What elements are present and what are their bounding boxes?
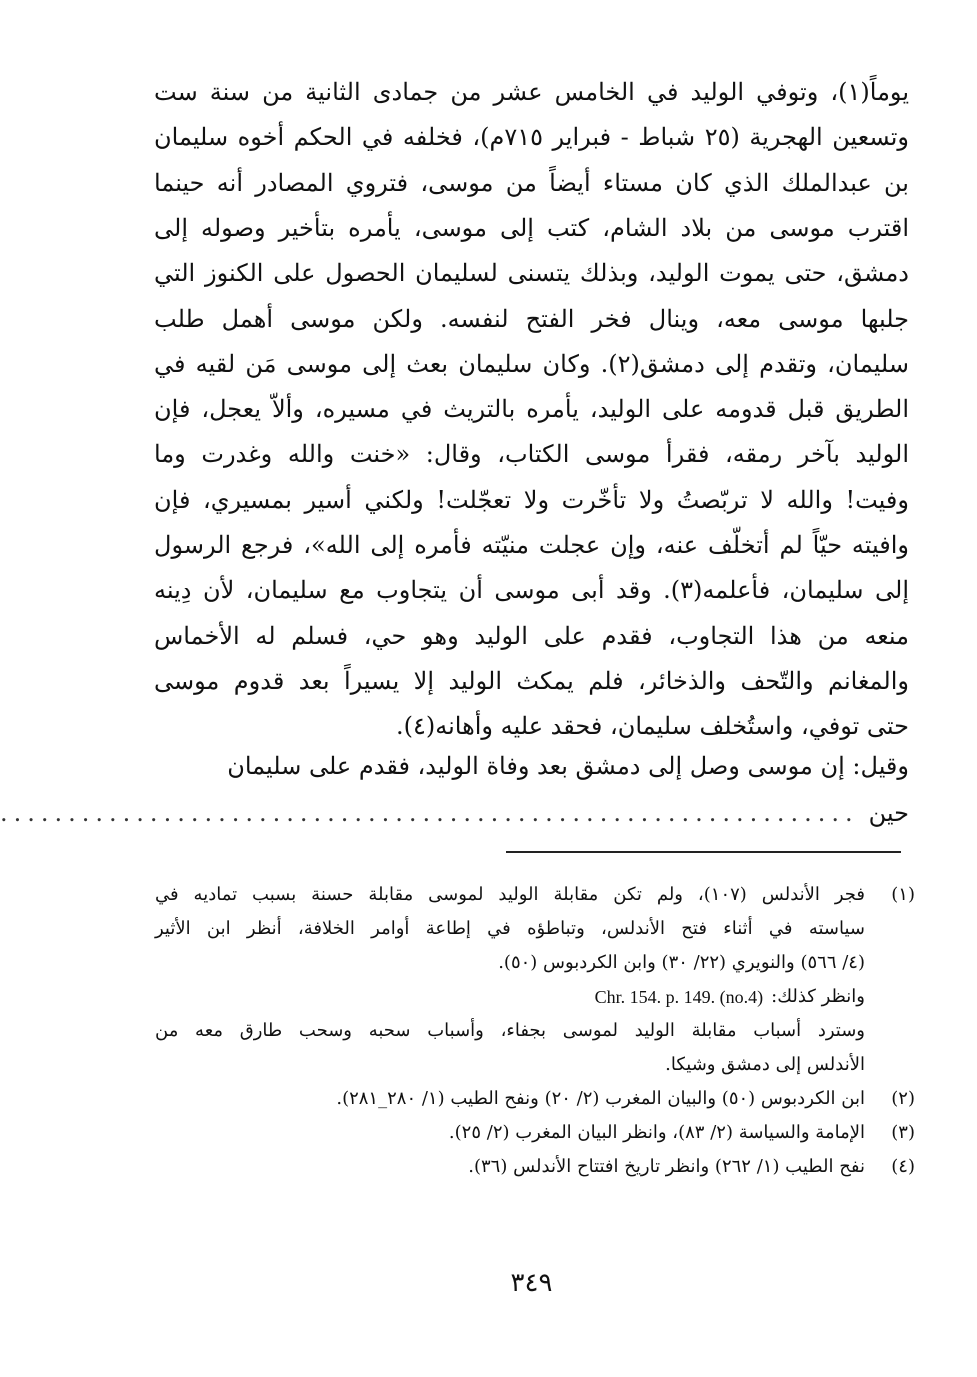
footnote-separator <box>506 851 901 853</box>
body-line <box>154 202 909 254</box>
body-line-text: وافيته حيّاً لم أتخلّف عنه، وإن عجلت منيّته فأمره إلى الله»، فرجع الرسول <box>154 531 909 559</box>
footnote-line <box>155 912 865 946</box>
footnote-line <box>155 1048 865 1082</box>
variant-line-1 <box>154 740 909 792</box>
footnote-line <box>155 946 865 980</box>
footnote-text: فجر الأندلس (١٠٧)، ولم تكن مقابلة الوليد لموسى مقابلة حسنة بسبب تماديه في <box>155 884 866 905</box>
footnote-3 <box>155 1116 915 1150</box>
footnote-text: نفح الطيب (١/ ٢٦٢) وانظر تاريخ افتتاح الأندلس (٣٦). <box>468 1156 865 1177</box>
body-line-text: جلبها موسى معه، وينال فخر الفتح لنفسه. ولكن موسى أهمل طلب <box>154 304 909 333</box>
body-line <box>154 519 909 571</box>
footnote-text: وسترد أسباب مقابلة الوليد لموسى بجفاء، وأسباب سحبه وسحب طارق معه من <box>155 1020 866 1041</box>
body-line <box>154 293 909 345</box>
body-line-text: منعه من هذا التجاوب، فقدم على الوليد وهو حي، فسلم له الأخماس <box>154 621 909 650</box>
body-line-text: وفيت! والله لا تربّصتُ ولا تأخّرت ولا تعجّلت! ولكني أسير بمسيري، فإن <box>154 485 909 514</box>
body-line-text: وتسعين الهجرية (٢٥ شباط - فبراير ٧١٥م)، فخلفه في الحكم أخوه سليمان <box>154 123 910 152</box>
body-line <box>154 111 909 163</box>
body-line <box>154 474 909 526</box>
body-line-text: اقترب موسى من بلاد الشام، كتب إلى موسى، يأمره بتأخير وصوله إلى <box>154 213 909 242</box>
page-number: ٣٤٩ <box>510 1268 553 1298</box>
footnote-line <box>155 878 865 912</box>
footnote-ref-label: وانظر كذلك: <box>771 986 865 1007</box>
variant-line-2 <box>0 788 909 838</box>
body-line <box>154 428 909 480</box>
footnote-2 <box>155 1082 915 1116</box>
body-line-text: والمغانم والتّحف والذخائر، فلم يمكث الوليد إلا يسيراً بعد قدوم موسى <box>154 666 909 695</box>
body-line <box>154 157 909 209</box>
footnote-text: سياسته في أثناء فتح الأندلس، وتباطؤه في إطاعة أوامر الخلافة، أنظر ابن الأثير <box>155 918 865 939</box>
variant-text: وقيل: إن موسى وصل إلى دمشق بعد وفاة الوليد، فقدم على سليمان <box>227 752 909 780</box>
body-line-text: الطريق قبل قدومه على الوليد، يأمره بالتريث في مسيره، وألاّ يعجل، فإن <box>154 395 909 424</box>
body-line-text: حتى توفي، واستُخلف سليمان، فحقد عليه وأهانه(٤). <box>395 712 909 741</box>
body-line <box>154 610 909 662</box>
body-line-text: سليمان، وتقدم إلى دمشق(٢). وكان سليمان بعث إلى موسى مَن لقيه في <box>154 349 909 378</box>
ellipsis-dots: ............................................................... <box>0 799 859 827</box>
footnote-reference <box>155 980 865 1014</box>
body-line-text: يوماً(١)، وتوفي الوليد في الخامس عشر من جمادى الثانية من سنة ست <box>154 78 909 106</box>
body-line <box>154 66 909 118</box>
body-line <box>154 247 909 299</box>
body-line-text: بن عبدالملك الذي كان مستاء أيضاً من موسى، فتروي المصادر أنه حينما <box>154 168 909 197</box>
body-line <box>154 655 909 707</box>
body-line <box>154 564 909 616</box>
variant-text-end: حين <box>868 799 909 827</box>
footnote-text: (٤/ ٥٦٦) والنويري (٢٢/ ٣٠) وابن الكردبوس (٥٠). <box>498 952 865 973</box>
body-line <box>154 383 909 435</box>
footnote-number: (٤) <box>891 1156 915 1177</box>
body-line-text: الوليد بآخر رمقه، فقرأ موسى الكتاب، وقال: «خنت والله وغدرت وما <box>154 440 909 469</box>
footnote-ref-value: Chr. 154. p. 149. (no.4) <box>594 987 764 1007</box>
body-line-text: دمشق، حتى يموت الوليد، وبذلك يتسنى لسليمان الحصول على الكنوز التي <box>154 259 909 288</box>
footnote-number: (٢) <box>891 1088 915 1109</box>
footnote-text: الإمامة والسياسة (٢/ ٨٣)، وانظر البيان المغرب (٢/ ٢٥). <box>448 1122 865 1143</box>
footnote-line <box>155 1014 865 1048</box>
footnote-text: ابن الكردبوس (٥٠) والبيان المغرب (٢/ ٢٠) ونفح الطيب (١/ ٢٨٠_٢٨١). <box>336 1088 865 1109</box>
footnotes <box>155 878 915 1184</box>
footnote-number: (٣) <box>891 1122 915 1143</box>
footnote-4 <box>155 1150 915 1184</box>
body-line <box>154 338 909 390</box>
footnote-number: (١) <box>891 884 915 905</box>
body-line-text: إلى سليمان، فأعلمه(٣). وقد أبى موسى أن يتجاوب مع سليمان، لأن دِينه <box>154 576 909 605</box>
footnote-text: الأندلس إلى دمشق وشيكا. <box>665 1054 865 1075</box>
footnote-1 <box>155 878 915 1082</box>
